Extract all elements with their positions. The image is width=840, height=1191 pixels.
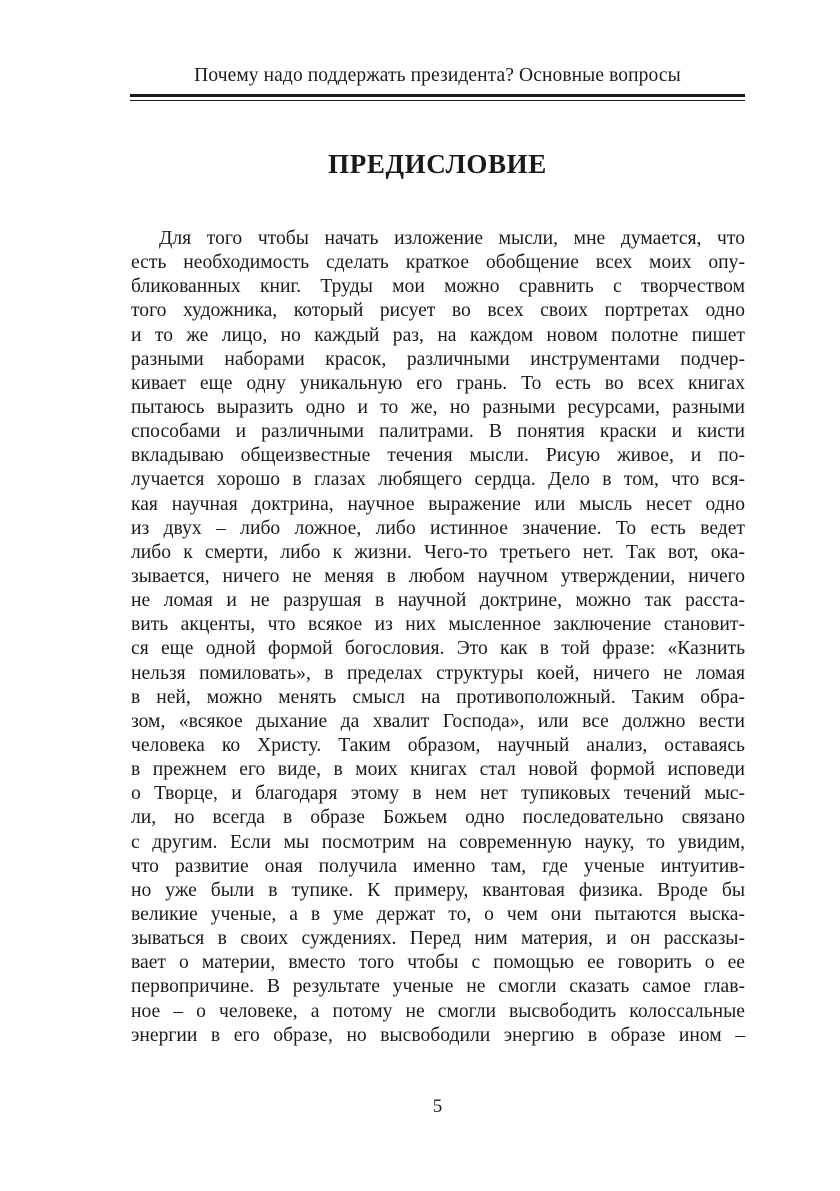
text-line: лучается хорошо в глазах любящего сердца. Дело в том, что вся- bbox=[131, 469, 745, 491]
text-line: в прежнем его виде, в моих книгах стал новой формой исповеди bbox=[131, 759, 745, 781]
text-line: Для того чтобы начать изложение мысли, мне думается, что bbox=[159, 228, 745, 249]
text-line: разными наборами красок, различными инструментами подчер- bbox=[131, 348, 745, 370]
text-line: способами и различными палитрами. В понятия краски и кисти bbox=[131, 421, 745, 443]
text-line: вить акценты, что всякое из них мысленное заключение становит- bbox=[131, 614, 745, 636]
section-title: ПРЕДИСЛОВИЕ bbox=[328, 149, 547, 179]
header-rule-thick bbox=[130, 94, 745, 97]
text-line: с другим. Если мы посмотрим на современную науку, то увидим, bbox=[131, 831, 745, 853]
text-line: бликованных книг. Труды мои можно сравнить с творчеством bbox=[131, 276, 745, 298]
text-line: либо к смерти, либо к жизни. Чего-то третьего нет. Так вот, ока- bbox=[131, 541, 745, 563]
text-line: и то же лицо, но каждый раз, на каждом новом полотне пишет bbox=[131, 324, 745, 346]
text-line: в ней, можно менять смысл на противоположный. Таким обра- bbox=[131, 686, 745, 708]
text-line: о Творце, и благодаря этому в нем нет тупиковых течений мыс- bbox=[131, 783, 745, 805]
text-line: не ломая и не разрушая в научной доктрине, можно так расста- bbox=[131, 590, 745, 612]
text-line: вает о материи, вместо того чтобы с помощью ее говорить о ее bbox=[131, 952, 745, 974]
text-line: вкладываю общеизвестные течения мысли. Рисую живое, и по- bbox=[131, 445, 745, 467]
text-line: кивает еще одну уникальную его грань. То есть во всех книгах bbox=[131, 372, 745, 394]
text-line: ное – о человеке, а потому не смогли высвободить колоссальные bbox=[131, 1000, 745, 1022]
text-line: ли, но всегда в образе Божьем одно последовательно связано bbox=[131, 807, 745, 829]
text-line: человека ко Христу. Таким образом, научный анализ, оставаясь bbox=[131, 734, 745, 756]
text-line: того художника, который рисует во всех своих портретах одно bbox=[131, 300, 745, 322]
text-line: кая научная доктрина, научное выражение или мысль несет одно bbox=[131, 493, 745, 515]
text-line: нельзя помиловать», в пределах структуры коей, ничего не ломая bbox=[131, 662, 745, 684]
text-line: но уже были в тупике. К примеру, квантовая физика. Вроде бы bbox=[131, 879, 745, 901]
text-line: зывается, ничего не меняя в любом научном утверждении, ничего bbox=[131, 565, 745, 587]
text-line: пытаюсь выразить одно и то же, но разными ресурсами, разными bbox=[131, 396, 745, 418]
text-line: великие ученые, а в уме держат то, о чем они пытаются выска- bbox=[131, 903, 745, 925]
body-paragraph bbox=[131, 227, 745, 1048]
header-rule-thin bbox=[130, 100, 745, 101]
running-header: Почему надо поддержать президента? Основные вопросы bbox=[194, 65, 681, 86]
text-line: из двух – либо ложное, либо истинное значение. То есть ведет bbox=[131, 517, 745, 539]
text-line: зываться в своих суждениях. Перед ним материя, и он рассказы- bbox=[131, 928, 745, 950]
text-line: зом, «всякое дыхание да хвалит Господа», или все должно вести bbox=[131, 710, 745, 732]
text-line: ся еще одной формой богословия. Это как в той фразе: «Казнить bbox=[131, 638, 745, 660]
text-line: первопричине. В результате ученые не смогли сказать самое глав- bbox=[131, 976, 745, 998]
page-number: 5 bbox=[432, 1096, 443, 1117]
text-line: энергии в его образе, но высвободили энергию в образе ином – bbox=[131, 1024, 745, 1046]
text-line: есть необходимость сделать краткое обобщение всех моих опу- bbox=[131, 252, 745, 274]
text-line: что развитие оная получила именно там, где ученые интуитив- bbox=[131, 855, 745, 877]
